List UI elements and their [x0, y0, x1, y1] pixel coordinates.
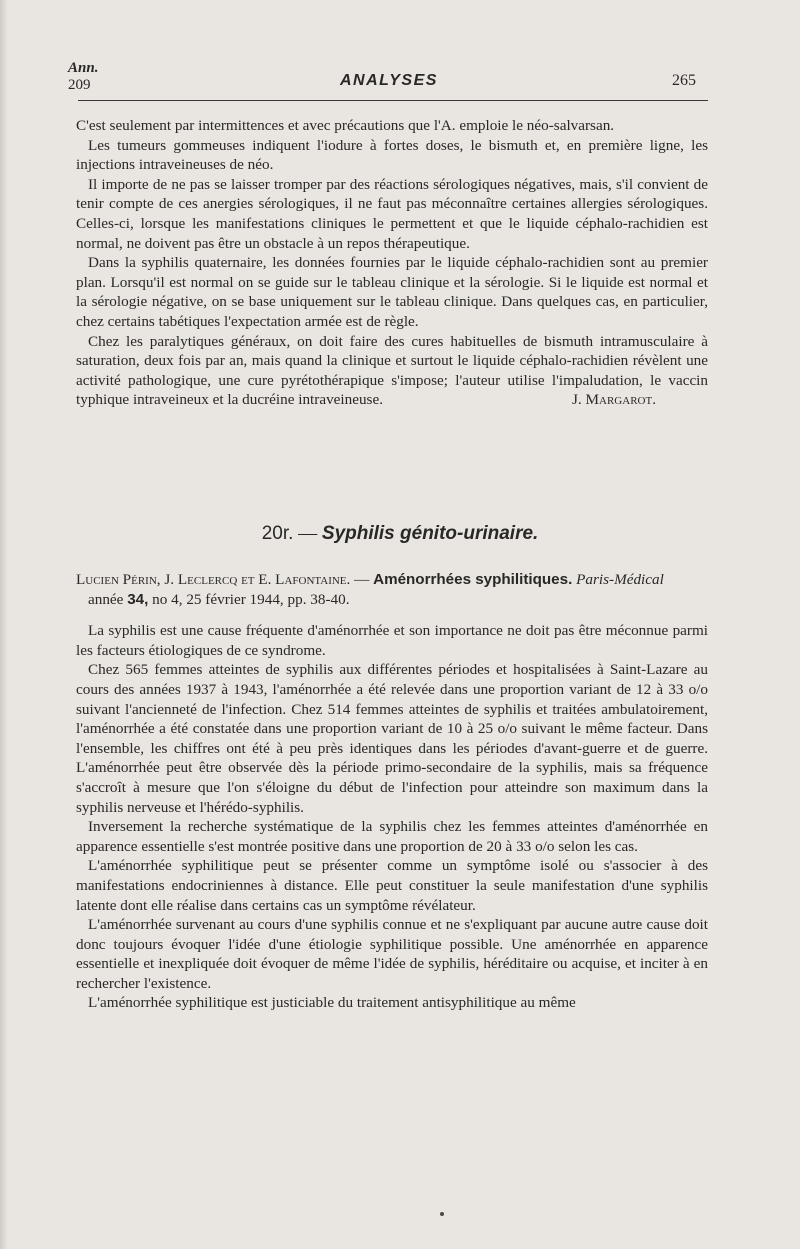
- section-heading: [0, 523, 800, 545]
- reference-dash: —: [354, 571, 370, 588]
- paragraph: Chez les paralytiques généraux, on doit faire des cures habituelles de bismuth intramusculaire à saturation, deux fois par an, mais quand la clinique et surtout le liquide céphalo-rachidien révèlent une activité pathologique, une cure pyrétothérapique s'impose; l'auteur utilise l'impaludation, le vaccin typhique intraveineux et la ducréine intraveineuse.: [76, 332, 708, 409]
- section-title: Syphilis génito-urinaire.: [321, 523, 539, 544]
- bibliographic-reference: [76, 570, 708, 609]
- journal-abbrev: Ann.: [68, 60, 99, 76]
- issue-details: no 4, 25 février 1944, pp. 38-40.: [152, 590, 350, 608]
- previous-article-text: [76, 116, 708, 410]
- paragraph: Inversement la recherche systématique de la syphilis chez les femmes atteintes d'aménorrhée en apparence essentielle s'est montrée positive dans une proportion de 20 à 33 o/o selon les cas.: [76, 818, 708, 855]
- paragraph: L'aménorrhée syphilitique est justiciable du traitement antisyphilitique au même: [88, 994, 576, 1012]
- paragraph: Les tumeurs gommeuses indiquent l'iodure à fortes doses, le bismuth et, en première ligne, les injections intraveineuses de néo.: [76, 136, 708, 174]
- journal-name: Paris-Médical: [576, 571, 664, 588]
- paragraph: L'aménorrhée syphilitique peut se présenter comme un symptôme isolé ou s'associer à des manifestations endocriniennes à distance. Elle peut constituer la seule manifestation d'une syphilis latente dont elle réalise dans certains cas un symptôme révélateur.: [76, 857, 708, 914]
- journal-volume: 34,: [127, 590, 149, 608]
- signature-text: J. Margarot.: [572, 391, 656, 409]
- journal-reference: [68, 60, 98, 94]
- paragraph: La syphilis est une cause fréquente d'aménorrhée et son importance ne doit pas être méconnue parmi les facteurs étiologiques de ce syndrome.: [76, 622, 708, 659]
- section-dash: —: [298, 523, 318, 544]
- paragraph: L'aménorrhée survenant au cours d'une syphilis connue et ne s'expliquant par aucune autre cause doit donc toujours évoquer l'idée d'une étiologie syphilitique possible. Une aménorrhée en apparence essentielle et inexpliquée doit évoquer de même l'idée de syphilis, héréditaire ou acquise, et inciter à en rechercher l'existence.: [76, 916, 708, 992]
- page-number: 265: [672, 72, 696, 89]
- volume-number: 209: [68, 77, 91, 93]
- section-number: 20r.: [261, 523, 294, 544]
- paragraph: Chez 565 femmes atteintes de syphilis aux différentes périodes et hospitalisées à Saint-Lazare au cours des années 1937 à 1943, l'aménorrhée a été relevée dans une proportion variant de 12 à 33 o/o suivant l'ancienneté de l'infection. Chez 514 femmes atteintes de syphilis et traitées ambulatoirement, l'aménorrhée a été constatée dans une proportion variant de 10 à 25 o/o suivant le même facteur. Dans l'ensemble, les chiffres ont été à peu près identiques dans les périodes d'avant-guerre et de guerre. L'aménorrhée peut être observée dès la période primo-secondaire de la syphilis, mais sa fréquence s'accroît à mesure que l'on s'éloigne du début de l'infection pour atteindre son maximum dans la syphilis nerveuse et l'hérédo-syphilis.: [76, 661, 708, 816]
- abstract-title: Aménorrhées syphilitiques.: [373, 571, 573, 588]
- ink-speck: [440, 1212, 444, 1216]
- abstract-authors: Lucien Périn, J. Leclercq et E. Lafontaine.: [76, 571, 351, 588]
- header-rule: [78, 100, 708, 101]
- paragraph: C'est seulement par intermittences et avec précautions que l'A. emploie le néo-salvarsan.: [76, 117, 615, 134]
- paragraph: Il importe de ne pas se laisser tromper par des réactions sérologiques négatives, mais, s'il convient de tenir compte de ces anergies sérologiques, il ne faut pas méconnaître certaines allergies sérologiques. Celles-ci, lorsque les manifestations cliniques le permettent et que le liquide céphalo-rachidien est normal, ne doivent pas être un obstacle à un repos thérapeutique.: [76, 175, 708, 252]
- reference-details: [76, 590, 708, 610]
- paragraph: Dans la syphilis quaternaire, les données fournies par le liquide céphalo-rachidien sont au premier plan. Lorsqu'il est normal on se guide sur le tableau clinique et la sérologie. Si le liquide est normal et la sérologie négative, on se base uniquement sur le tableau clinique. Dans quelques cas, en particulier, chez certains tabétiques l'expectation armée est de règle.: [76, 254, 708, 330]
- year-label: année: [88, 590, 124, 608]
- running-title: ANALYSES: [340, 72, 438, 89]
- abstract: [76, 570, 708, 1013]
- page-edge-shadow: [0, 0, 8, 1249]
